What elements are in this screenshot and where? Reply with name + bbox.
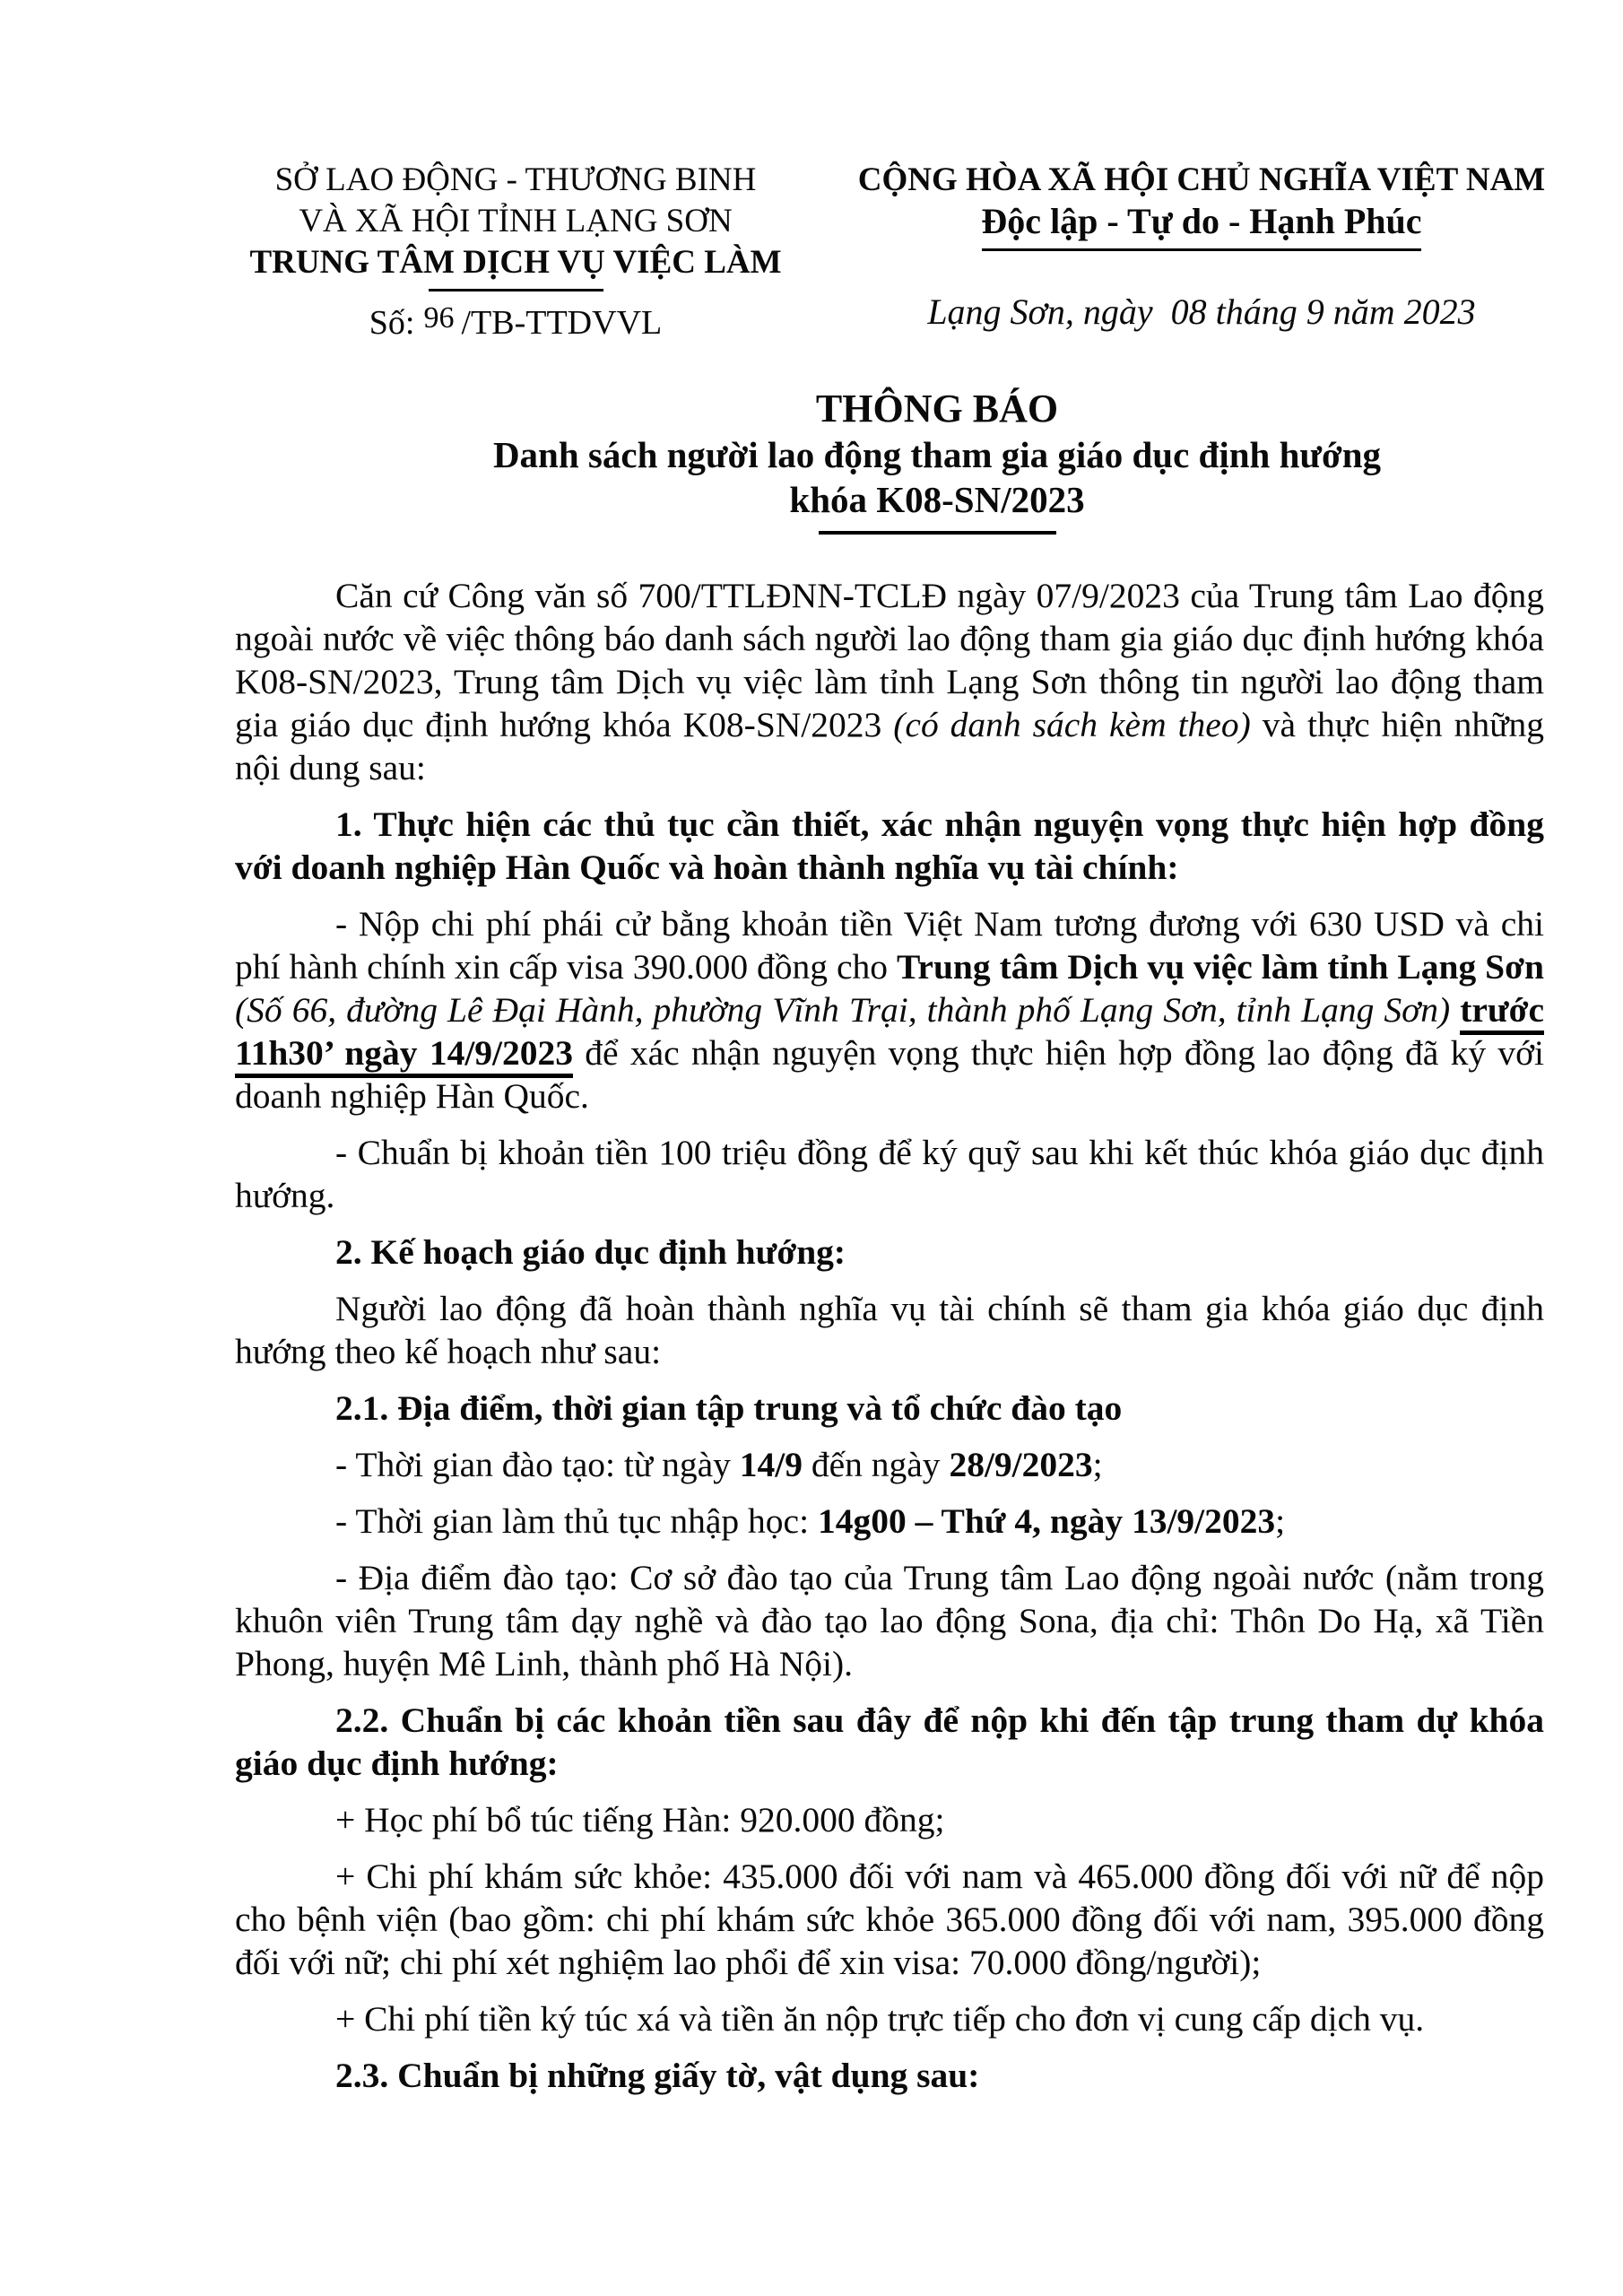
paragraph <box>235 1556 1544 1685</box>
document-body <box>235 574 1544 2097</box>
text-run: 14/9 <box>739 1445 803 1484</box>
national-motto-line: CỘNG HÒA XÃ HỘI CHỦ NGHĨA VIỆT NAM <box>857 161 1546 198</box>
text-run: (Số 66, đường Lê Đại Hành, phường Vĩnh Trại, thành phố Lạng Sơn, tỉnh Lạng Sơn) <box>235 990 1461 1030</box>
text-run: trước 11h30’ ngày 14/9/2023 <box>235 990 1544 1078</box>
org-name: TRUNG TÂM DỊCH VỤ VIỆC LÀM <box>249 244 782 281</box>
paragraph <box>235 1231 1544 1274</box>
paragraph <box>235 1443 1544 1486</box>
title-underline <box>819 531 1056 535</box>
text-run: 2.1. Địa điểm, thời gian tập trung và tổ chức đào tạo <box>335 1388 1123 1428</box>
text-run: - Thời gian làm thủ tục nhập học: <box>335 1501 818 1541</box>
text-run: 2.2. Chuẩn bị các khoản tiền sau đây để nộp khi đến tập trung tham dự khóa giáo dục định hướng: <box>235 1700 1544 1783</box>
paragraph <box>235 1798 1544 1841</box>
text-run: + Chi phí khám sức khỏe: 435.000 đối với nam và 465.000 đồng đối với nữ để nộp cho bệnh viện (bao gồm: chi phí khám sức khỏe 365.000 đồng đối với nam, 395.000 đồng đối với nữ; chi phí xét nghiệm lao phổi để xin visa: 70.000 đồng/người); <box>235 1857 1544 1982</box>
text-run: Trung tâm Dịch vụ việc làm tỉnh Lạng Sơn <box>897 947 1544 987</box>
document-number-suffix: /TB-TTDVVL <box>461 304 663 342</box>
paragraph <box>235 902 1544 1118</box>
paragraph <box>235 1131 1544 1217</box>
org-parent-name-line-1: SỞ LAO ĐỘNG - THƯƠNG BINH <box>274 161 757 198</box>
text-run: + Học phí bổ túc tiếng Hàn: 920.000 đồng; <box>335 1800 945 1839</box>
notice-subtitle-line-2: khóa K08-SN/2023 <box>789 479 1085 520</box>
text-run: Căn cứ Công văn số 700/TTLĐNN-TCLĐ ngày 07/9/2023 của Trung tâm Lao động ngoài nước về việc thông báo danh sách người lao động tham gia giáo dục định hướng khóa K08-SN/2023, Trung tâm Dịch vụ việc làm tỉnh Lạng Sơn thông tin người lao động tham gia giáo dục định hướng khóa K08-SN/2023 <box>235 576 1544 744</box>
place-date-line: Lạng Sơn, ngày 08 tháng 9 năm 2023 <box>927 291 1476 332</box>
text-run: + Chi phí tiền ký túc xá và tiền ăn nộp trực tiếp cho đơn vị cung cấp dịch vụ. <box>335 1999 1425 2039</box>
text-run: 1. Thực hiện các thủ tục cần thiết, xác nhận nguyện vọng thực hiện hợp đồng với doanh nghiệp Hàn Quốc và hoàn thành nghĩa vụ tài chính: <box>235 804 1544 887</box>
paragraph <box>235 1387 1544 1430</box>
text-run: 28/9/2023 <box>949 1445 1093 1484</box>
text-run: - Chuẩn bị khoản tiền 100 triệu đồng để ký quỹ sau khi kết thúc khóa giáo dục định hướng. <box>235 1133 1544 1215</box>
document-number-value: 96 <box>423 301 455 335</box>
text-run: 2.3. Chuẩn bị những giấy tờ, vật dụng sau: <box>335 2056 980 2095</box>
paragraph <box>235 1500 1544 1543</box>
text-run: 14g00 – Thứ 4, ngày 13/9/2023 <box>817 1501 1276 1541</box>
text-run: và thực hiện những nội dung sau: <box>235 705 1544 787</box>
notice-subtitle-line-1: Danh sách người lao động tham gia giáo dục định hướng <box>492 434 1382 475</box>
independence-motto-line: Độc lập - Tự do - Hạnh Phúc <box>981 201 1422 241</box>
paragraph <box>235 1287 1544 1373</box>
header-right <box>838 160 1565 333</box>
paragraph <box>235 574 1544 789</box>
text-run: 2. Kế hoạch giáo dục định hướng: <box>335 1232 846 1272</box>
paragraph <box>235 1997 1544 2040</box>
text-run: - Địa điểm đào tạo: Cơ sở đào tạo của Trung tâm Lao động ngoài nước (nằm trong khuôn viên Trung tâm dạy nghề và đào tạo lao động Sona, địa chỉ: Thôn Do Hạ, xã Tiền Phong, huyện Mê Linh, thành phố Hà Nội). <box>235 1558 1544 1683</box>
document-number-label: Số: <box>369 304 415 342</box>
text-run: - Nộp chi phí phái cử bằng khoản tiền Việt Nam tương đương với 630 USD và chi phí hành chính xin cấp visa 390.000 đồng cho <box>235 904 1544 987</box>
header-left <box>211 160 820 345</box>
text-run: (có danh sách kèm theo) <box>893 705 1251 744</box>
text-run: để xác nhận nguyện vọng thực hiện hợp đồng lao động đã ký với doanh nghiệp Hàn Quốc. <box>235 1033 1544 1116</box>
text-run: ; <box>1275 1501 1286 1541</box>
org-parent-name-line-2: VÀ XÃ HỘI TỈNH LẠNG SƠN <box>299 203 733 239</box>
paragraph <box>235 1699 1544 1785</box>
org-name-underline <box>429 289 603 291</box>
text-run: ; <box>1092 1445 1103 1484</box>
paragraph <box>235 1855 1544 1984</box>
text-run: - Thời gian đào tạo: từ ngày <box>335 1445 740 1484</box>
notice-title-block <box>233 386 1623 535</box>
paragraph <box>235 803 1544 889</box>
text-run: đến ngày <box>802 1445 950 1484</box>
notice-title: THÔNG BÁO <box>815 387 1059 430</box>
document-number <box>211 302 820 345</box>
text-run: Người lao động đã hoàn thành nghĩa vụ tài chính sẽ tham gia khóa giáo dục định hướng theo kế hoạch như sau: <box>235 1289 1544 1371</box>
motto-underline <box>982 248 1421 251</box>
paragraph <box>235 2054 1544 2097</box>
